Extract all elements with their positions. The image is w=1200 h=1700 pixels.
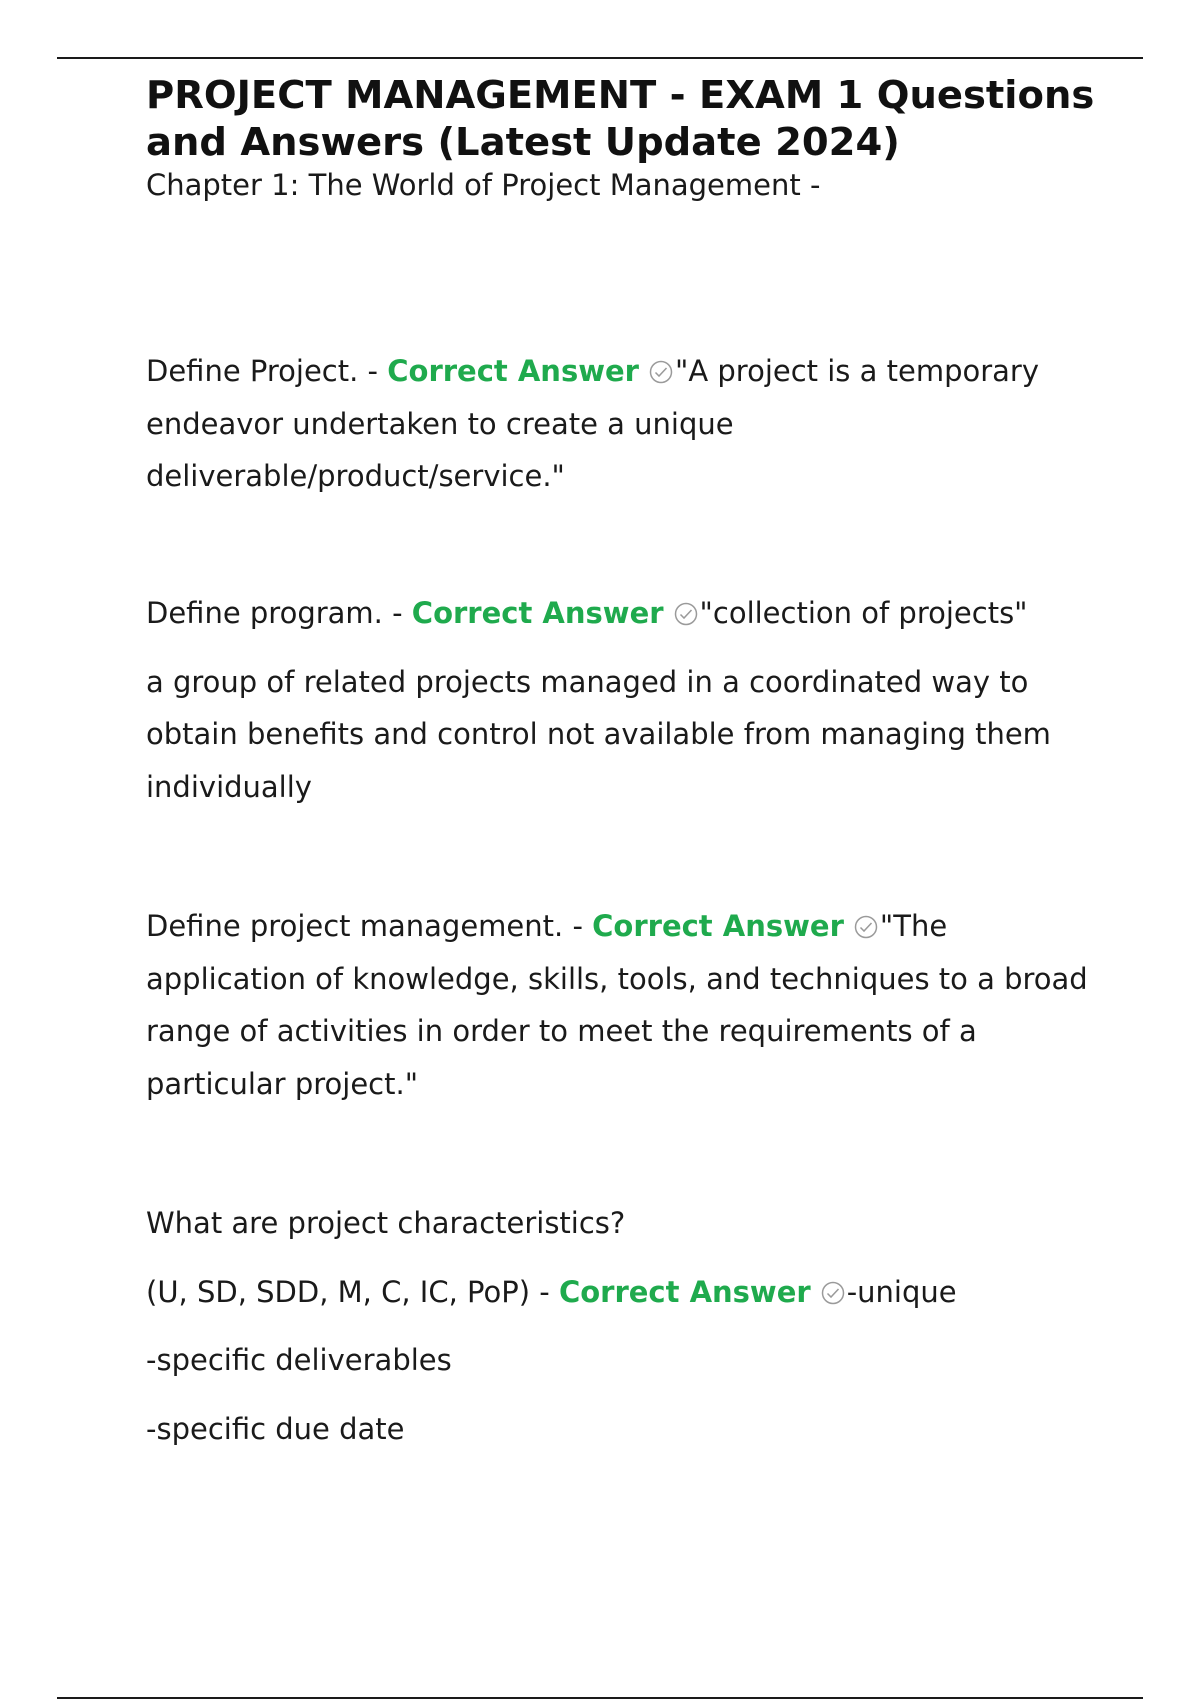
question-continuation: (U, SD, SDD, M, C, IC, PoP) bbox=[146, 1274, 531, 1309]
page-title: PROJECT MANAGEMENT - EXAM 1 Questions and Answers (Latest Update 2024) bbox=[146, 73, 1095, 165]
answer-text: "A project is a temporary endeavor undertaken to create a unique deliverable/product/service." bbox=[146, 354, 1040, 493]
separator: - bbox=[572, 909, 583, 943]
check-circle-icon bbox=[854, 915, 878, 939]
correct-answer-label: Correct Answer bbox=[411, 596, 664, 630]
chapter-subtitle: Chapter 1: The World of Project Management - bbox=[146, 168, 821, 202]
qa-text bbox=[146, 345, 1106, 503]
answer-text: "The application of knowledge, skills, tools, and techniques to a broad range of activities in order to meet the requirements of a particular project." bbox=[146, 909, 1088, 1101]
answer-continuation: a group of related projects managed in a coordinated way to obtain benefits and control not available from managing them individually bbox=[146, 664, 1051, 804]
bottom-rule bbox=[57, 1697, 1143, 1699]
separator: - bbox=[367, 354, 379, 388]
qa-item bbox=[146, 1197, 1106, 1455]
separator: - bbox=[392, 596, 403, 630]
qa-item bbox=[146, 345, 1106, 503]
qa-text bbox=[146, 1266, 1106, 1319]
correct-answer-label: Correct Answer bbox=[558, 1274, 811, 1309]
question-text: Define program. bbox=[146, 596, 383, 630]
question-text: What are project characteristics? bbox=[146, 1206, 626, 1240]
answer-text: "collection of projects" bbox=[699, 596, 1028, 630]
question-text: Define project management. bbox=[146, 909, 564, 943]
answer-continuation: -specific due date bbox=[146, 1411, 405, 1446]
top-rule bbox=[57, 57, 1143, 59]
answer-continuation: -specific deliverables bbox=[146, 1343, 452, 1377]
correct-answer-label: Correct Answer bbox=[387, 354, 639, 388]
answer-text: -unique bbox=[846, 1274, 957, 1309]
correct-answer-label: Correct Answer bbox=[592, 909, 844, 943]
qa-text bbox=[146, 587, 1106, 640]
qa-text bbox=[146, 900, 1106, 1110]
check-circle-icon bbox=[674, 602, 698, 626]
separator: - bbox=[539, 1274, 550, 1309]
qa-item bbox=[146, 900, 1106, 1110]
qa-item bbox=[146, 587, 1106, 813]
check-circle-icon bbox=[649, 360, 673, 384]
question-text: Define Project. bbox=[146, 354, 359, 388]
check-circle-icon bbox=[821, 1281, 845, 1305]
document-body bbox=[146, 72, 1106, 1446]
